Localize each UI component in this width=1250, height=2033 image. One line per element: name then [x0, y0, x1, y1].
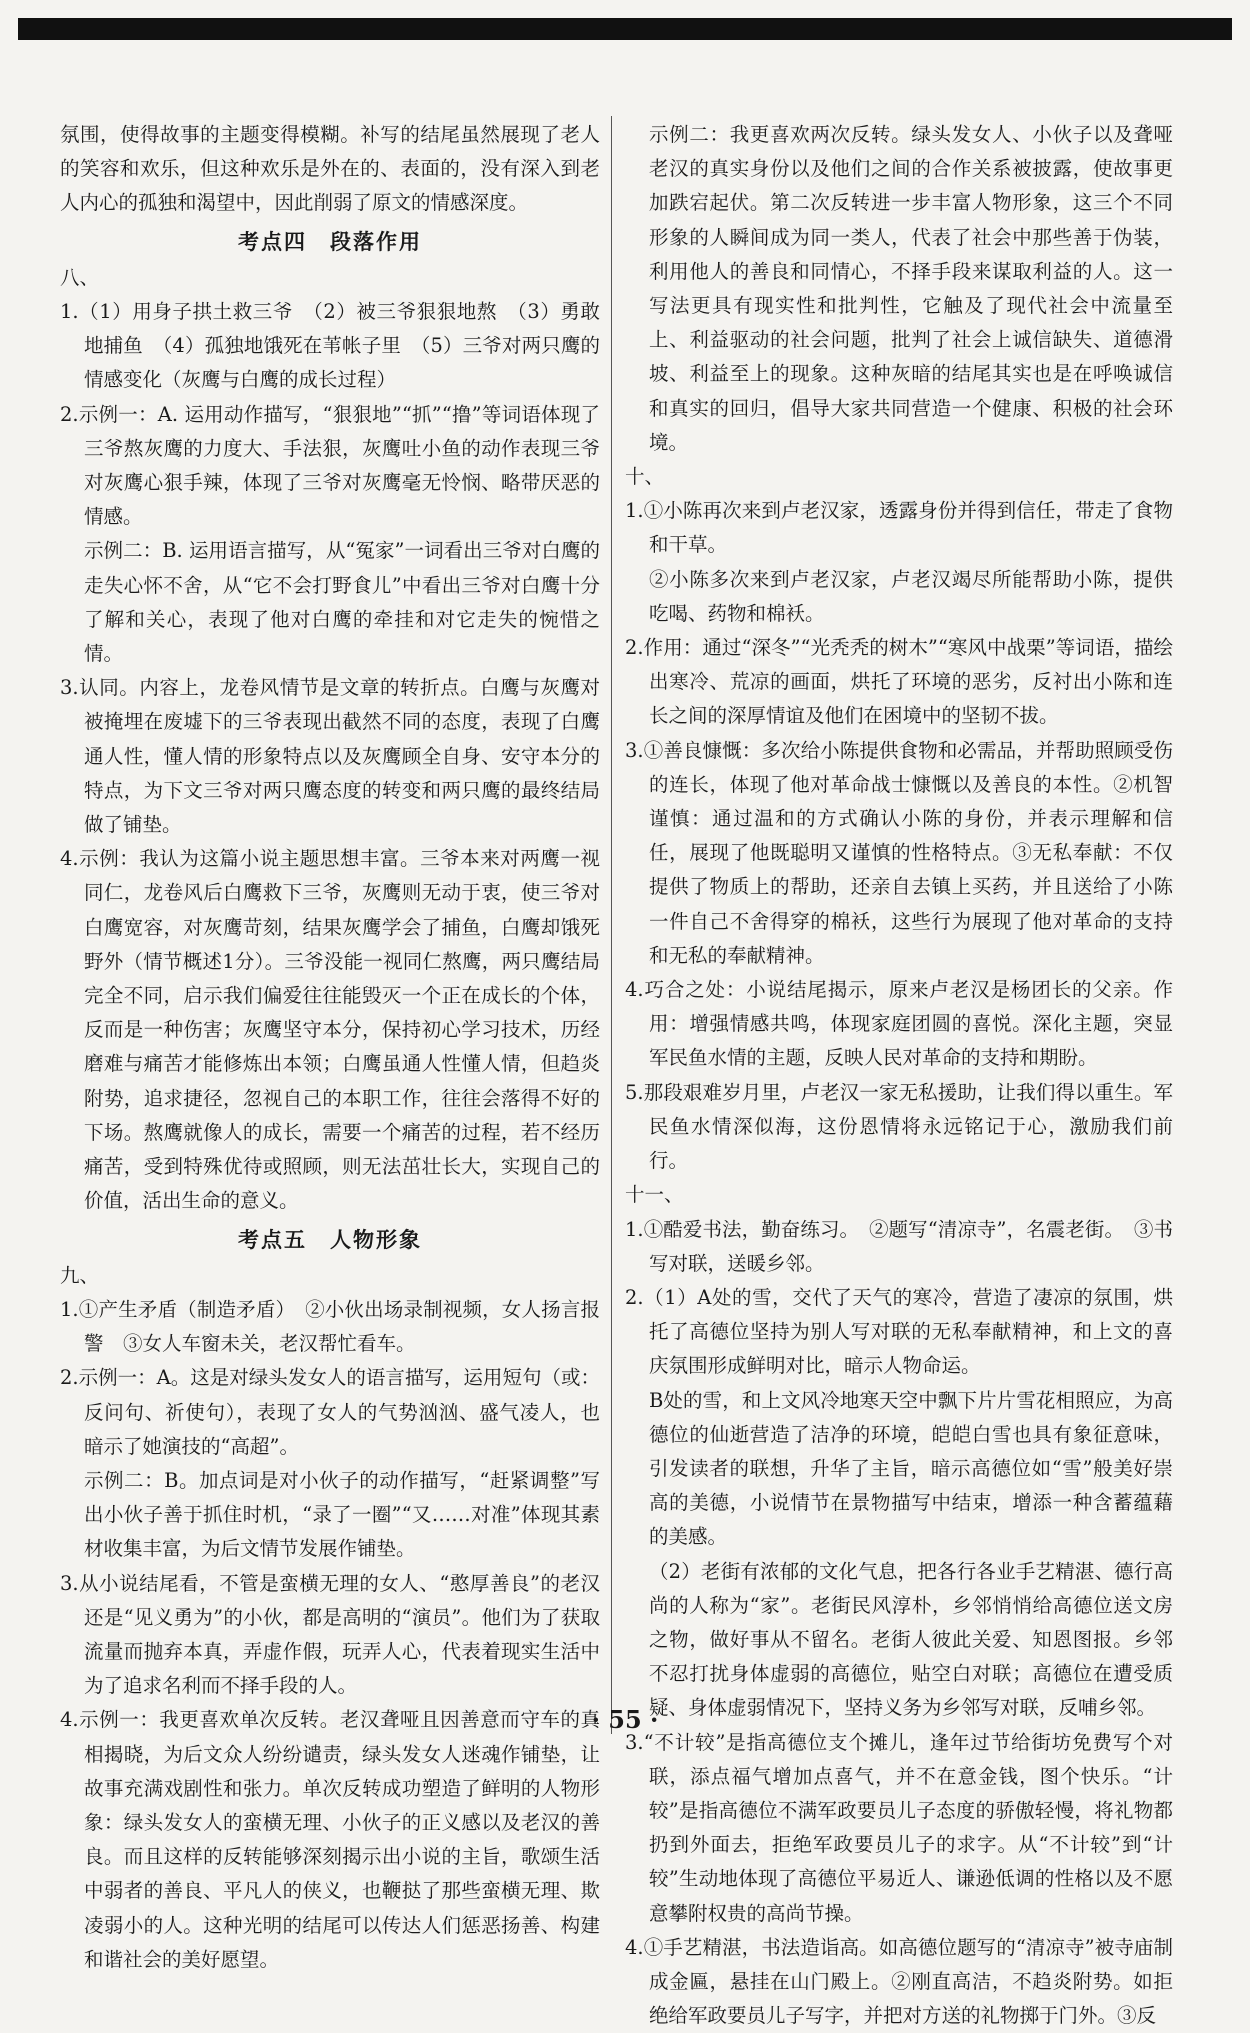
answer-paragraph: 4.示例一：我更喜欢单次反转。老汉聋哑且因善意而守车的真相揭晓，为后文众人纷纷谴责，绿头发女人迷魂作铺垫，让故事充满戏剧性和张力。单次反转成功塑造了鲜明的人物形象：绿头发女人的蛮横无理、小伙子的正义感以及老汉的善良。而且这样的反转能够深刻揭示出小说的主旨，歌颂生活中弱者的善良、平凡人的侠义，也鞭挞了那些蛮横无理、欺凌弱小的人。这种光明的结尾可以传达人们惩恶扬善、构建和谐社会的美好愿望。 — [60, 1708, 600, 1971]
answer-paragraph: ②小陈多次来到卢老汉家，卢老汉竭尽所能帮助小陈，提供吃喝、药物和棉袄。 — [649, 567, 1173, 625]
answer-paragraph: B处的雪，和上文风冷地寒天空中飘下片片雪花相照应，为高德位的仙逝营造了洁净的环境，皑皑白雪也具有象征意味，引发读者的联想，升华了主旨，暗示高德位如“雪”般美好崇高的美德，小说情节在景物描写中结束，增添一种含蓄蕴藉的美感。 — [649, 1388, 1173, 1549]
answer-paragraph: 1.①产生矛盾（制造矛盾） ②小伙出场录制视频，女人扬言报警 ③女人车窗未关，老汉帮忙看车。 — [60, 1297, 600, 1356]
answer-paragraph: 1.（1）用身子拱土救三爷 （2）被三爷狠狠地熬 （3）勇敢地捕鱼 （4）孤独地饿死在苇帐子里 （5）三爷对两只鹰的情感变化（灰鹰与白鹰的成长过程） — [60, 300, 600, 392]
question-number: 十一、 — [625, 1183, 684, 1207]
answer-paragraph: 2.示例一：A。这是对绿头发女人的语言描写，运用短句（或：反问句、祈使句），表现了女人的气势汹汹、盛气凌人，也暗示了她演技的“高超”。 — [60, 1366, 600, 1458]
answer-paragraph: 氛围，使得故事的主题变得模糊。补写的结尾虽然展现了老人的笑容和欢乐，但这种欢乐是外在的、表面的，没有深入到老人内心的孤独和渴望中，因此削弱了原文的情感深度。 — [60, 123, 600, 215]
answer-paragraph: 3.从小说结尾看，不管是蛮横无理的女人、“憨厚善良”的老汉还是“见义勇为”的小伙，都是高明的“演员”。他们为了获取流量而抛弃本真，弄虚作假，玩弄人心，代表着现实生活中为了追求名利而不择手段的人。 — [60, 1571, 600, 1698]
question-number: 十、 — [625, 465, 665, 489]
answer-paragraph: 1.①小陈再次来到卢老汉家，透露身份并得到信任，带走了食物和干草。 — [625, 499, 1173, 557]
answer-paragraph: 1.①酷爱书法，勤奋练习。 ②题写“清凉寺”，名震老街。 ③书写对联，送暖乡邻。 — [625, 1217, 1173, 1275]
answer-paragraph: 2.（1）A处的雪，交代了天气的寒冷，营造了凄凉的氛围，烘托了高德位坚持为别人写对联的无私奉献精神，和上文的喜庆氛围形成鲜明对比，暗示人物命运。 — [625, 1285, 1173, 1378]
answer-paragraph: 4.巧合之处：小说结尾揭示，原来卢老汉是杨团长的父亲。作用：增强情感共鸣，体现家庭团圆的喜悦。深化主题，突显军民鱼水情的主题，反映人民对革命的支持和期盼。 — [625, 978, 1173, 1070]
answer-paragraph: 示例二：我更喜欢两次反转。绿头发女人、小伙子以及聋哑老汉的真实身份以及他们之间的合作关系被披露，使故事更加跌宕起伏。第二次反转进一步丰富人物形象，这三个不同形象的人瞬间成为同一类人，代表了社会中那些善于伪装，利用他人的善良和同情心，不择手段来谋取利益的人。这一写法更具有现实性和批判性，它触及了现代社会中流量至上、利益驱动的社会问题，批判了社会上诚信缺失、道德滑坡、利益至上的现象。这种灰暗的结尾其实也是在呼唤诚信和真实的回归，倡导大家共同营造一个健康、积极的社会环境。 — [649, 123, 1173, 454]
question-number: 八、 — [60, 265, 100, 289]
answer-paragraph: （2）老街有浓郁的文化气息，把各行各业手艺精湛、德行高尚的人称为“家”。老街民风淳朴，乡邻悄悄给高德位送文房之物，做好事从不留名。老街人彼此关爱、知恩图报。乡邻不忍打扰身体虚弱的高德位，贴空白对联；高德位在遭受质疑、身体虚弱情况下，坚持义务为乡邻写对联，反哺乡邻。 — [649, 1559, 1173, 1720]
answer-paragraph: 示例二：B. 运用语言描写，从“冤家”一词看出三爷对白鹰的走失心怀不舍，从“它不会打野食儿”中看出三爷对白鹰十分了解和关心，表现了他对白鹰的牵挂和对它走失的惋惜之情。 — [84, 539, 600, 666]
answer-paragraph: 5.那段艰难岁月里，卢老汉一家无私援助，让我们得以重生。军民鱼水情深似海，这份恩情将永远铭记于心，激励我们前行。 — [625, 1080, 1173, 1173]
column-divider — [611, 116, 612, 1734]
answer-paragraph: 3.认同。内容上，龙卷风情节是文章的转折点。白鹰与灰鹰对被掩埋在废墟下的三爷表现出截然不同的态度，表现了白鹰通人性，懂人情的形象特点以及灰鹰顾全自身、安守本分的特点，为下文三爷对两只鹰态度的转变和两只鹰的最终结局做了铺垫。 — [60, 676, 600, 837]
answer-paragraph: 3.“不计较”是指高德位支个摊儿，逢年过节给街坊免费写个对联，添点福气增加点喜气，并不在意金钱，图个快乐。“计较”是指高德位不满军政要员儿子态度的骄傲轻慢，将礼物都扔到外面去，拒绝军政要员儿子的求字。从“不计较”到“计较”生动地体现了高德位平易近人、谦逊低调的性格以及不愿意攀附权贵的高尚节操。 — [625, 1730, 1173, 1925]
page-number: · 55 · — [591, 1705, 659, 1734]
section-heading: 考点五 人物形象 — [238, 1227, 422, 1252]
answer-paragraph: 2.作用：通过“深冬”“光秃秃的树木”“寒风中战栗”等词语，描绘出寒冷、荒凉的画面，烘托了环境的恶劣，反衬出小陈和连长之间的深厚情谊及他们在困境中的坚韧不拔。 — [625, 636, 1173, 728]
answer-paragraph: 2.示例一：A. 运用动作描写，“狠狠地”“抓”“撸”等词语体现了三爷熬灰鹰的力度大、手法狠，灰鹰吐小鱼的动作表现三爷对灰鹰心狠手辣，体现了三爷对灰鹰毫无怜悯、略带厌恶的情感。 — [60, 402, 600, 529]
answer-paragraph: 4.①手艺精湛，书法造诣高。如高德位题写的“清凉寺”被寺庙制成金匾，悬挂在山门殿上。②刚直高洁，不趋炎附势。如拒绝给军政要员儿子写字，并把对方送的礼物掷于门外。③反 — [625, 1935, 1173, 2028]
answer-paragraph: 示例二：B。加点词是对小伙子的动作描写，“赶紧调整”写出小伙子善于抓住时机，“录了一圈”“又……对准”体现其素材收集丰富，为后文情节发展作铺垫。 — [84, 1468, 600, 1561]
left-column — [60, 118, 600, 1977]
header-bar — [18, 18, 1232, 40]
answer-paragraph: 3.①善良慷慨：多次给小陈提供食物和必需品，并帮助照顾受伤的连长，体现了他对革命战士慷慨以及善良的本性。②机智谨慎：通过温和的方式确认小陈的身份，并表示理解和信任，展现了他既聪明又谨慎的性格特点。③无私奉献：不仅提供了物质上的帮助，还亲自去镇上买药，并且送给了小陈一件自己不舍得穿的棉袄，这些行为展现了他对革命的支持和无私的奉献精神。 — [625, 738, 1173, 967]
answer-paragraph: 4.示例：我认为这篇小说主题思想丰富。三爷本来对两鹰一视同仁，龙卷风后白鹰救下三爷，灰鹰则无动于衷，使三爷对白鹰宽容，对灰鹰苛刻，结果灰鹰学会了捕鱼，白鹰却饿死野外（情节概述1分）。三爷没能一视同仁熬鹰，两只鹰结局完全不同，启示我们偏爱往往能毁灭一个正在成长的个体，反而是一种伤害；灰鹰坚守本分，保持初心学习技术，历经磨难与痛苦才能修炼出本领；白鹰虽通人性懂人情，但趋炎附势，追求捷径，忽视自己的本职工作，往往会落得不好的下场。熬鹰就像人的成长，需要一个痛苦的过程，若不经历痛苦，受到特殊优待或照顾，则无法茁壮长大，实现自己的价值，活出生命的意义。 — [60, 847, 600, 1213]
section-heading: 考点四 段落作用 — [238, 229, 422, 254]
question-number: 九、 — [60, 1263, 100, 1287]
right-column — [625, 118, 1173, 2033]
